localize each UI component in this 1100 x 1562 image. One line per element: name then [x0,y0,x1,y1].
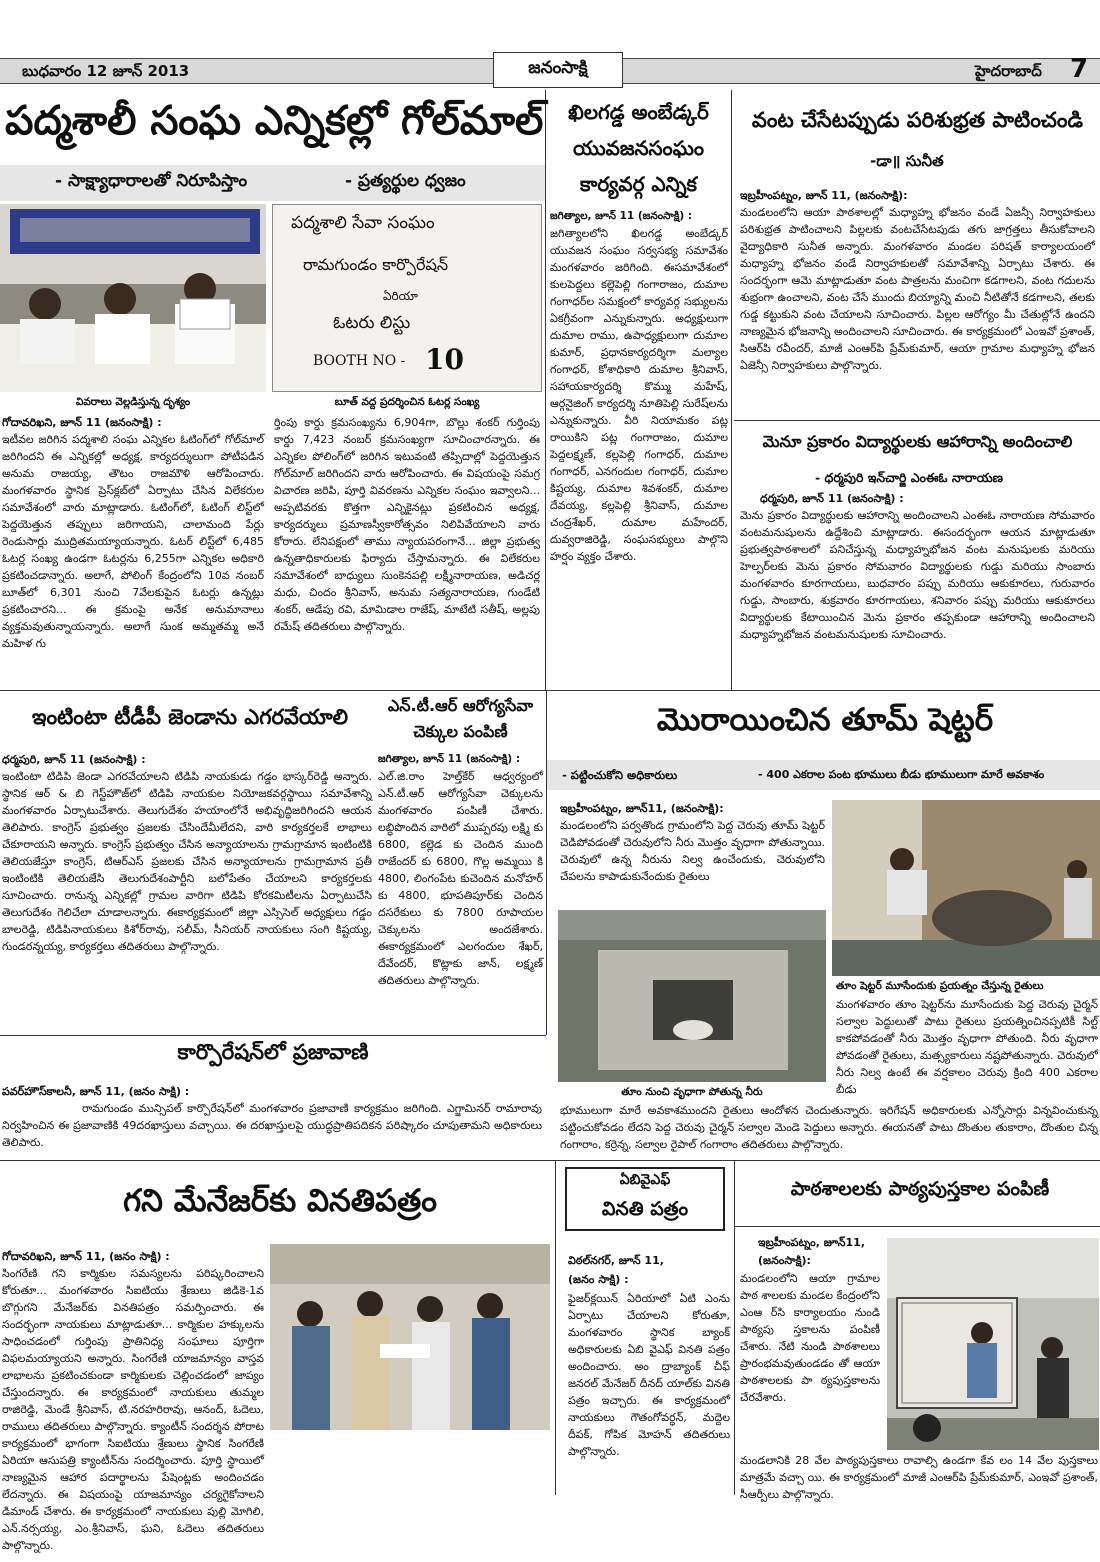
a11-body-wide: మండలానికి 28 వేల పాఠ్యపుస్తకాలు రావాల్సి ఉండగా కేవ లం 14 వేల పుస్తకాలు మాత్రమే వచ్చా యి. ఈ కార్యక్రమంలో మాజీ ఎంఆర్‌పి ప్రేమ్‌కుమార్, ఎంఇవో ప్రశాంత్, సీఆర్పీలు పాల్గొన్నారు. [740,1454,1098,1501]
a9-headline: గని మేనేజర్‌కు వినతిపత్రం [123,1183,437,1219]
column-rule [734,1160,735,1495]
a1-photo-voter-list [272,204,542,392]
a6-headline-line2: చెక్కుల పంపిణీ [413,722,508,741]
section-rule [734,420,1100,421]
a9-dateline: గోదావరిఖని, జూన్ 11, (జనం సాక్షి) : [2,1250,170,1263]
a11-headline: పాఠశాలలకు పాఠ్యపుస్తకాల పంపిణీ [790,1178,1050,1200]
a4-body: మెను ప్రకారం విద్యార్థులకు ఆహారాన్ని అందించాలని ఎంఈఓ నారాయణ సోమవారం వంటమనుషులను ఉద్దేశించి మాట్లాడారు. ఈసందర్భంగా ఆయన మాట్లాడుతూ ప్రభుత్వపాఠశాలలో పనిచేస్తున్న మధ్యాహ్నభోజన వంట మనుషులకు మరియు హెల్పర్‌లకు మెను ప్రకారం సోమవారం విద్యార్థులకు గుడ్డు మరియు సాంబారు మంగళవారం కూరగాయలు, బుధవారం పప్పు మరియు ఆకుకూరలు, గురువారం గుడ్డు, సాంబారు, శుక్రవారం కూరగాయలు, శనివారం పప్పు మరియు ఆకుకూరలు విద్యార్థులకు కేటాయించిన మెను ప్రకారం తప్పకుండా ఆహారాన్ని అందించాలని మధ్యాహ్నభోజన వంటమనుషులకు సూచించారు. [740,509,1095,641]
newspaper-logo [493,52,623,88]
a1-subhead-right: - ప్రత్యర్థుల ధ్వజం [345,171,466,191]
a8-dateline: ఇబ్రహీంపట్నం, జూన్11, (జనంసాక్షి): [560,802,724,815]
a1-dateline: గోదావరిఖని, జూన్ 11 (జనంసాక్షి) : [2,416,162,429]
sign-line: 10 [425,343,464,376]
a1-caption-left: వివరాలు వెల్లడిస్తున్న దృశ్యం [75,396,191,408]
a2-dateline: జగిత్యాల, జూన్ 11 (జనంసాక్షి) : [550,210,693,222]
a8-caption-left: తూం నుంచి వృధాగా పోతున్న నీరు [621,1086,763,1098]
section-rule [734,1226,1100,1227]
a1-photo-meeting [0,204,266,392]
a2-body: జగిత్యాలలోని ఖిలగడ్డ అంబేడ్కర్ యువజన సంఘం సర్వసభ్య సమావేశం మంగళవారం జరిగింది. ఈసమావేశంలో కులపెద్దలు కల్లెపెల్లి గంగారాజం, దుమాల గంగాధర్‌ల సమక్షంలో కార్యవర్గ సభ్యులను ఏకగ్రీవంగా ఎన్నుకున్నారు. అధ్యక్షులుగా దుమాల రాము, ఉపాధ్యక్షులుగా దుమాల కుమార్, ప్రధానకార్యదర్శిగా మల్యాల గంగాధర్, కోశాధికారి దుమాల శ్రీనివాస్, సహాయకార్యదర్శి కొమ్ము మహేష్, ఆర్గనైజింగ్ కార్యదర్శి నూతిపెల్లి సురేష్‌లను ఎన్నుకున్నారు. వీరి నియామకం పట్ల రాయికిని పట్ల గంగారాజం, దుమాల పెద్దలక్ష్మణ్, కల్లపెల్లి గంగాధర్, దుమాల గంగాధర్, ఎనగందుల గంగాధర్, దుమాల కిష్టయ్య, దుమాల శివశంకర్, దుమాల దేవయ్య, కల్లపెల్లి శ్రీనివాస్, దుమాల చంద్రశేఖర్, దుమాల మహేందర్, దువ్వరాజిరెడ్డి, సంఘసభ్యులు పాల్గొని హర్షం వ్యక్తం చేశారు. [550,227,728,563]
sign-line: ఏరియా [383,289,418,303]
a11-body-narrow: మండలంలోని ఆయా గ్రామాల పాఠ శాలలకు మండల కేంద్రంలోని ఎంఆ ర్‌సి కార్యాలయం నుండి పాఠ్యపు స్తకాలను పంపిణీ చేశారు. నేటి నుండి పాఠశాలలు ప్రారంభమవుతుండడం తో ఆయా పాఠశాలలకు పా ఠ్యపుస్తకాలను చేరవేశారు. [740,1272,880,1404]
a1-body-col1: ఇటీవల జరిగిన పద్మశాలి సంఘ ఎన్నికల ఓటింగ్‌లో గోల్‌మాల్ జరిగిందని ఈ ఎన్నికల్లో అధ్యక్ష, కార్యదర్శులుగా పోటీపడిన అనుమ రాజయ్య, తౌటం రాజమౌళి ఆరోపించారు. మంగళవారం స్థానిక ప్రెస్‌క్లబ్‌లో ఏర్పాటు చేసిన విలేకరుల సమావేశంలో వారు మాట్లాడారు. ఓటింగ్‌లో, ఓటింగ్ లిస్ట్‌లో పెద్దయెత్తున తప్పులు జరిగాయని, చాలామంది పేర్లు రెండుసార్లు ముద్రితమయ్యాయన్నారు. ఓటర్ లిస్ట్‌లో 6,485 ఓటర్ల సంఖ్య ఉండగా ఓటర్లను 6,255గా ఎన్నికల అధికారి ప్రకటించడాన్నారు. అలాగే, పోలింగ్ కేంద్రంలోని 10వ నంబర్ బూత్‌లో 6,301 నుంచి 7వేలకుపైన ఓటర్లు ఉన్నట్లు ప్రకటించారని... ఈ క్రమంపై అనేక అనుమానాలు వ్యక్తమవుతున్నాయన్నారు. అలాగే సుంక అమ్మతమ్మ అనే మహిళ గు [2,433,264,650]
a1-headline: పద్మశాలీ సంఘ ఎన్నికల్లో గోల్‌మాల్ [5,98,544,144]
a8-photo-sluice [558,910,826,1082]
a10-body: ఫైజర్‌క్లయిన్ ఏరియాలో ఏటి ఎంను ఏర్పాటు చేయాలని కోరుతూ, మంగళవారం స్థానిక బ్యాంక్ అధికారులకు ఏబి వైఎఫ్ వినతి పత్రం అందించారు. అం ద్రాబ్యాంక్ చీఫ్ జనరల్ మేనేజర్ దీనద్ యాల్‌కు వినతి పత్రం ఇచ్చారు. ఈ కార్యక్రమంలో నాయకులు గౌతంగోవర్ధన్, మద్దెల దీపక్, గోపిక మోహన్ తదితరులు పాల్గొన్నారు. [568,1292,730,1458]
a3-byline: -డా॥ సునీత [870,152,944,170]
column-rule [731,90,732,690]
farmers-photo-art [832,800,1100,976]
a8-subhead-right: - 400 ఎకరాల పంట భూములు బీడు భూములుగా మారే అవకాశం [758,768,1045,781]
a6-headline-line1: ఎన్.టీ.ఆర్ ఆరోగ్యసేవా [387,696,534,715]
column-rule [546,690,547,1035]
a8-right-body: మంగళవారం తూం షెట్టర్‌ను మూసేందుకు పెద్ద చెరువు చైర్మన్ సల్వాల పెద్దులుతో పాటు రైతులు ప్రయత్నించినప్పటికీ సిల్ట్ కాకపోవడంతో నీరు మొత్తం వృధాగా పోతుంది. నీరు వృధాగా పోవడంతో రైతులు, మత్స్యకారులు నష్టపోతున్నారు. చెరువులో నీరు నిల్వ ఉంటే ఈ వర్షకాలం చెరువు క్రింది 400 ఎకరాల బీడు [836,998,1098,1096]
a5-body: ఇంటింటా టిడిపి జెండా ఎగరవేయాలని టిడిపి నాయకుడు గడ్డం భాస్కర్‌రెడ్డి అన్నారు. స్థానిక ఆర్‌ & బి గెస్ట్‌హౌజ్‌లో టిడిపి నాయకుల నియోజకవర్గస్థాయి సమావేశాన్ని మంగళవారం ఏర్పాటుచేశారు. తెలుగుదేశం హయాంలోనే అభివృద్ధిజరిగిందని ఆయన తెలిపారు. కాంగ్రెస్ ప్రభుత్వం ప్రజలకు చేసిందేమీలేదని, వారి కార్యకర్తలకే లాభాలు చేకూరాయని అన్నారు. కాంగ్రెస్ ప్రభుత్వం చేసిన అన్యాయాలను గ్రామగ్రామాన ఇంటింటికి తెలియజేస్తూ కాంగ్రెస్, టిఆర్‌ఎస్ ప్రజలకు చేసిన అన్యాయాలను గ్రామగ్రామాన ప్రతీ ఇంటింటికి తెలియజేసి తెలుగుదేశంపార్టీని బలోపేతం చేయాలని కార్యకర్తలకు సూచించారు. రానున్న ఎన్నికల్లో గ్రామల వారిగా టిడిపి కోరకమిటీలను ఏర్పాటుచేసి తెలుగుదేశం గెలిచేలా చూడాలన్నారు. ఈకార్యక్రమంలో జిల్లా ఎస్సిసెల్ అధ్యక్షులు గడ్డం బాలరెడ్డి, టిడిపినాయకులు కిశోర్‌రావు, సలీమ్, సీనియర్ నాయకులు సంగి కిష్టయ్య, గుండరన్నయ్య, కార్యకర్తలు తదితరులు పాల్గొన్నారు. [2,770,372,953]
a8-subhead-left: - పట్టించుకోని అధికారులు [562,768,678,782]
a4-byline: - ధర్మపురి ఇన్‌చార్జి ఎంఈఓ నారాయణ [815,470,1003,485]
meeting-photo-art [0,204,266,392]
memorandum-photo-art [270,1244,550,1430]
edition-city: హైదరాబాద్ [975,62,1042,80]
page-number: 7 [1070,54,1089,84]
a11-dateline1: ఇబ్రహీంపట్నం, జూన్11, [758,1236,865,1249]
a9-photo-memorandum [270,1244,550,1430]
a4-dateline: ధర్మపురి, జూన్ 11 (జనంసాక్షి) : [760,492,904,505]
column-rule [545,90,546,690]
a1-subhead-left: - సాక్ష్యాధారాలతో నిరూపిస్తాం [55,171,248,191]
issue-date: బుధవారం 12 జూన్ 2013 [22,62,190,80]
a10-dateline1: విఠల్‌నగర్, జూన్ 11, [568,1254,664,1267]
a7-body: రామగుండం మున్సిపల్ కార్పొరేషన్‌లో మంగళవారం ప్రజావాణి కార్యక్రమం జరిగింది. ఎగ్జామినర్ రామారావు నిర్వహించిన ఈ ప్రజావాణికి 49దరఖాస్తులు వచ్చాయి. ఈ దరఖాస్తులపై యుద్ధప్రాతిపదికన పరిష్కారం చూపుతామని అధికారులు తెలిపారు. [2,1102,542,1149]
a8-headline: మొరాయించిన తూమ్ షెట్టర్ [656,702,994,738]
a7-dateline: పవర్‌హౌస్‌కాలనీ, జూన్ 11, (జనం సాక్షి) : [2,1085,190,1098]
a3-headline: వంట చేసేటప్పుడు పరిశుభ్రత పాటించండి [751,108,1084,132]
a6-dateline: జగిత్యాల, జూన్ 11 (జనంసాక్షి) : [378,753,521,765]
a8-caption-right: తూం షెట్టర్ మూసేందుకు ప్రయత్నం చేస్తున్న రైతులు [836,980,1044,992]
a2-headline-line1: ఖిలగడ్డ అంబేడ్కర్ [568,100,709,124]
a3-dateline: ఇబ్రహీంపట్నం, జూన్ 11, (జనంసాక్షి): [740,189,908,202]
sluice-photo-art [558,910,826,1082]
a3-body: మండలంలోని ఆయా పాఠశాలల్లో మధ్యాహ్న భోజనం వండే ఏజన్సీ నిర్వాహకులు పరిశుభ్రత పాటించాలని పిల్లలకు వంటచేసేటపుడు తగు జాగ్రత్తలు తీసుకోవాలని వైద్యాధికారి సునీత అన్నారు. మంగళవారం మండల పరిషత్ కార్యాలయంలో మధ్యాహ్న భోజనం వండే నిర్వాహకులతో సమావేశాన్ని ఏర్పాటు చేశారు. ఈ సందర్భంగా ఆమె మాట్లాడుతూ వంట పాత్రలను మంచిగా కడగాలని, వంట గదులను శుభ్రంగా ఉంచాలని, వంట చేసే ముందు బియ్యాన్ని మంచి నీటితోనే కడగాలని, తలకు గుడ్డ కట్టుకుని వంట చేయాలని సూచించారు. పిల్లల ఆరోగ్యం మీ చేతుల్లోనే ఉందని నాణ్యమైన భోజనాన్ని అందించాలని సూచించారు. ఈ కార్యక్రమంలో ఎంఇవో ప్రశాంత్, సిఆర్‌పి రవీందర్, మాజీ ఎంఆర్‌పి ప్రేమ్‌కుమార్, ఆయా గ్రామాల మధ్యాహ్న భోజన ఏజెన్సీ నిర్వాహకులు పాల్గొన్నారు. [740,206,1095,372]
a2-headline-line2: యువజనసంఘం [573,136,704,160]
a4-headline: మెనూ ప్రకారం విద్యార్థులకు ఆహారాన్ని అందించాలి [762,432,1073,451]
a5-dateline: ధర్మపురి, జూన్ 11 (జనంసాక్షి) : [2,753,146,766]
a11-dateline2: (జనంసాక్షి): [758,1254,811,1267]
a10-dateline2: (జనం సాక్షి) : [568,1273,629,1286]
section-rule [0,1160,1100,1161]
section-rule [0,690,1100,691]
sign-line: పద్మశాలి సేవా సంఘం [291,213,435,233]
textbooks-photo-art [887,1238,1099,1450]
sign-line: BOOTH NO - [313,353,406,369]
logo-text: జనంసాక్షి [528,58,588,78]
a10-headline-line1: ఏబివైఎఫ్ [619,1172,671,1188]
column-rule [555,1160,556,1495]
a7-headline: కార్పొరేషన్‌లో ప్రజావాణి [177,1040,369,1064]
a9-body: సింగరేణి గని కార్మికుల సమస్యలను పరిష్కరించాలని కోరుతూ... మంగళవారం సిఐటియు శ్రేణులు జిడికె-1వ బొగ్గుగని మేనేజర్‌కు వినతిపత్రం సమర్పించారు. ఈ సందర్భంగా నాయకులు మాట్లాడుతూ... కార్మికుల హక్కులను సాధించడంలో గుర్తింపు ప్రాతినిధ్య సంఘాలు పూర్తిగా విఫలమయ్యాయని అన్నారు. సింగరేణి యాజమాన్యం వాస్తవ లాభాలను ప్రకటించకుండా కార్మికులకు చెల్లించడంలో జాప్యం చేస్తుందన్నారు. ఈ కార్యక్రమంలో నాయకులు తుమ్మల రాజిరెడ్డి, మెండే శ్రీనివాస్, టి.నరహరిరావు, ఆనంద్, ఓదెలు, రాములు తదితరులు పాల్గొన్నారు. క్యాంటీన్ సందర్శన పోరాట కార్యక్రమంలో భాగంగా సిఐటియు శ్రేణులు స్థానిక సింగరేణి ఏరియా ఆసుపత్రి క్యాంటీన్‌ను సందర్శించారు. పూర్తి స్థాయిలో నాణ్యమైన ఆహార పదార్థాలను పేషెంట్లకు అందించడం లేదన్నారు. ఈ విషయంపై యాజమాన్యం చర్యగైకోనాలని డిమాండ్ చేశారు. ఈ కార్యక్రమంలో నాయకులు పుల్లి మోగిలి, ఎన్.నర్సయ్య, ఎం.శ్రీనివాస్, ఘని, ఓదెలు తదితరులు పాల్గొన్నారు. [2,1267,264,1552]
a6-body: ఎల్.జి.రాం హెల్త్‌కేర్ ఆధ్వర్యంలో ఎన్.టీ.ఆర్ ఆరోగ్యసేవా చెక్కులను మంగళవారం పంపిణీ చేశారు. లబ్ధిపొందిన వారిలో ముప్పరపు లక్ష్మి కు 6800, కల్లెడ కు చెందిన ముంది రాజేందర్ కు 6800, గొల్ల అమ్మయి కి 4800, లింగంపేట కుచెందిన మనోహర్ కు 4800, భూపతిపూర్‌కు చెందిన దసరేకులు కు 7800 రూపాయల చెక్కులను అందజేశారు. ఈకార్యక్రమంలో ఎలగందుల శేఖర్, దేవేందర్, కొట్లాకు జాన్, లక్ష్మణ్ తదితరులు పాల్గొన్నారు. [378,770,543,987]
a1-caption-right: బూత్ వద్ద ప్రదర్శించిన ఓటర్ల సంఖ్య [334,396,480,408]
a11-photo-textbooks [887,1238,1099,1450]
a8-bottom-body: భూములుగా మారే అవకాశముందని రైతులు ఆందోళన చెందుతున్నారు. ఇరిగేషన్ అధికారులకు ఎన్నోసార్లు విన్నవించుకున్న పట్టించుకోవడం లేదని పెద్ద చెరువు చైర్మన్ సల్వాల మెండె పెద్దులు అన్నారు. ఈయనతో పాటు దొంతుల తుకారాం, దొంతుల చిన్న గంగారాం, కర్రెన్న, సల్వాల రైపాల్ గంగారాం తదితరులు పాల్గొన్నారు. [560,1104,1098,1151]
a8-top-body: మండలంలోని పర్వతొండ గ్రామంలోని పెద్ద చెరువు తూమ్ షెట్టర్ చెడిపోవడంతో చెరువులోని నీరు మొత్తం వృధాగా పోతున్నాయి. చెరువులో ఉన్న నీరును నిల్వ ఉంచేందుకు, చెరువులోని చేపలను కాపాడుకునేందుకు రైతులు [560,819,825,883]
section-rule [0,1035,546,1036]
a1-body-col2: ర్తింపు కార్డు క్రమసంఖ్యను 6,904గా, బొల్లు శంకర్ గుర్తింపు కార్డు 7,423 నంబర్ క్రమసంఖ్యగా సూచించారన్నారు. ఈ ఎన్నికల పోలింగ్‌లో జరిగిన ఇటువంటి తప్పిదాల్లో పెద్దయెత్తున గోల్‌మాల్ జరిగిందని వారు ఆరోపించారు. ఈ విషయంపై సమగ్ర విచారణ జరిపి, పూర్తి వివరణను ఎన్నికల సంఘం ఇవ్వాలని... అప్పటివరకు కొత్తగా ఎన్నికైనట్లు ప్రకటించిన అధ్యక్ష, కార్యదర్శులు ప్రమాణస్వీకారోత్సవం నిలిపివేయాలని వారు కోరారు. లేనిపక్షంలో తాము న్యాయపరంగానే... జిల్లా ప్రభుత్వ ఉన్నతాధికారులకు ఫిర్యాదు చేస్తామన్నారు. ఈ విలేకరుల సమావేశంలో బాధ్యులు సుంకెనపల్లి లక్ష్మీనారాయణ, అడిచర్ల మధు, చిందం శ్రీనివాస్, అనుమ సత్యనారాయణ, గుండేటి శంకర్, ఆడేపు రవి, మామిడాల రాజేష్, మాటేటి సతీష్, అల్లపు రమేష్ తదితరులు పాల్గొన్నారు. [274,416,540,633]
a5-headline: ఇంటింటా టీడీపీ జెండాను ఎగరవేయాలి [31,705,349,729]
sign-line: ఓటరు లిస్టు [333,313,411,333]
a10-headline-line2: వినతి పత్రం [601,1198,689,1220]
sign-line: రామగుండం కార్పొరేషన్ [303,255,449,274]
a8-photo-farmers [832,800,1100,976]
a2-headline-line3: కార్యవర్గ ఎన్నిక [580,172,697,196]
